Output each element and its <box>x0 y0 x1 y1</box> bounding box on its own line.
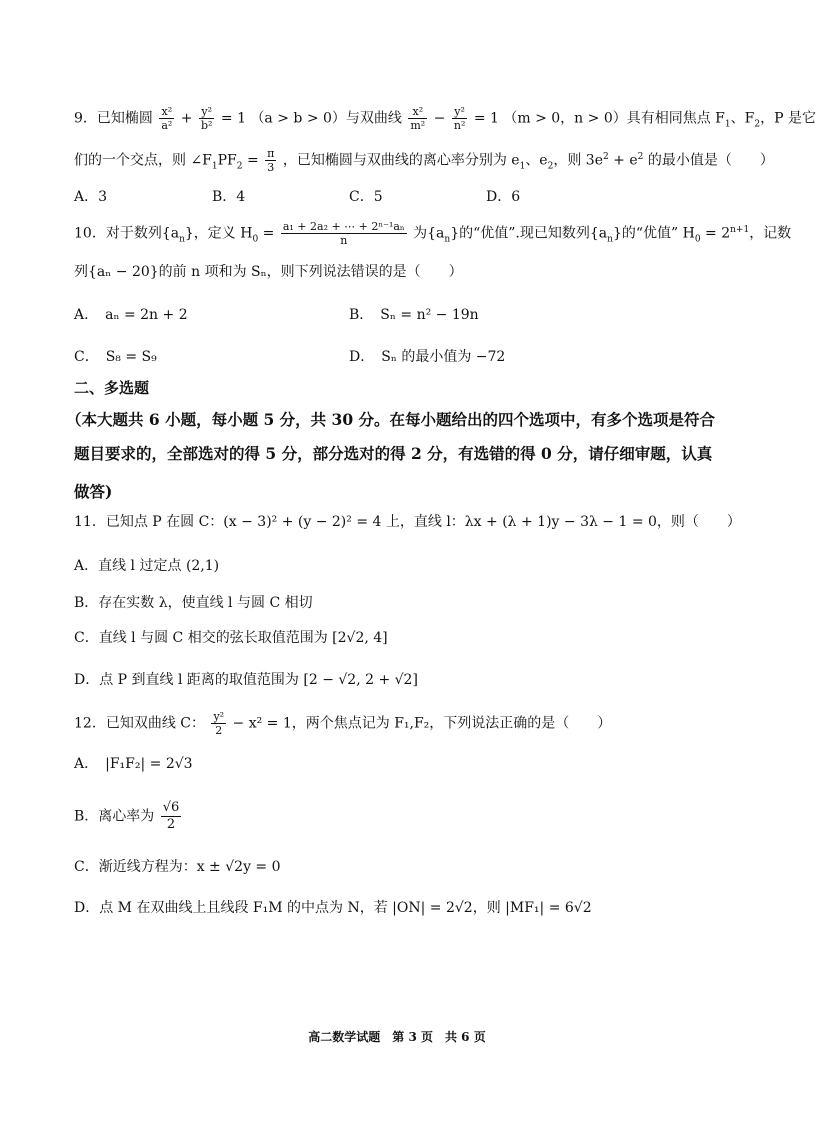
fraction <box>265 147 276 174</box>
q10-text: ，记数 <box>749 225 792 242</box>
q9-text: 9．已知椭圆 <box>74 110 153 127</box>
numerator: x² <box>159 105 174 119</box>
section-instructions-3: 做答) <box>74 482 113 501</box>
q9-text: + e <box>608 152 638 169</box>
q10-line2: 列{aₙ − 20}的前 n 项和为 Sₙ，则下列说法错误的是（ ） <box>74 264 463 280</box>
q12-option-b <box>74 800 183 833</box>
equation-rhs: = 1 <box>220 110 246 127</box>
q9-text: ，已知椭圆与双曲线的离心率分别为 e <box>282 152 520 169</box>
denominator: n <box>340 234 348 248</box>
q9-text: （a > b > 0）与双曲线 <box>250 110 402 127</box>
q11-option-b: B．存在实数 λ，使直线 l 与圆 C 相切 <box>74 595 313 611</box>
subscript: 1 <box>211 161 218 172</box>
q9-text: 、e <box>525 152 548 169</box>
q9-text: ，则 3e <box>553 152 603 169</box>
q10-option-a: A． aₙ = 2n + 2 <box>74 307 188 323</box>
q9-line1 <box>74 105 816 134</box>
numerator: y² <box>213 710 225 723</box>
denominator: 2 <box>166 817 176 832</box>
denominator: a² <box>161 119 173 132</box>
subscript: 0 <box>252 234 259 245</box>
q9-line2 <box>74 147 774 176</box>
superscript: 2 <box>637 152 644 162</box>
equation-rhs: = 1 <box>473 110 499 127</box>
q10-option-b: B． Sₙ = n² − 19n <box>349 307 479 323</box>
operator: + <box>180 110 193 127</box>
q11-option-d: D．点 P 到直线 l 距离的取值范围为 [2 − √2, 2 + √2] <box>74 672 418 688</box>
q9-text: PF <box>217 152 237 169</box>
subscript: 1 <box>724 119 731 130</box>
q9-option-a: A．3 <box>74 189 108 205</box>
q10-option-d: D． Sₙ 的最小值为 −72 <box>349 349 506 365</box>
q9-text: 们的一个交点，则 ∠F <box>74 152 212 169</box>
q12-text: 12．已知双曲线 C： <box>74 715 205 732</box>
q10-text: }，定义 H <box>184 225 253 242</box>
numerator: x² <box>408 105 427 119</box>
section-instructions-2: 题目要求的，全部选对的得 5 分，部分选对的得 2 分，有选错的得 0 分，请仔细审题，认真 <box>74 444 713 463</box>
numerator: y² <box>199 105 214 119</box>
q9-text: 的最小值是（ ） <box>643 152 774 169</box>
numerator: π <box>267 147 275 161</box>
denominator: n² <box>453 119 466 132</box>
subscript: n <box>179 234 185 245</box>
operator: = <box>262 225 275 242</box>
q10-text: }的“优值”.现已知数列{a <box>450 225 608 242</box>
denominator: m² <box>410 119 426 132</box>
numerator: √6 <box>162 800 180 815</box>
subscript: n <box>607 234 613 245</box>
q9-text: ，P 是它 <box>760 110 816 127</box>
q12-stem <box>74 710 611 737</box>
fraction <box>211 710 226 737</box>
q10-text: }的“优值” H <box>612 225 695 242</box>
fraction <box>199 105 214 132</box>
numerator: y² <box>452 105 468 119</box>
q12-text: B．离心率为 <box>74 808 155 825</box>
q11-stem: 11．已知点 P 在圆 C：(x − 3)² + (y − 2)² = 4 上，直线 l：λx + (λ + 1)y − 3λ − 1 = 0，则（ ） <box>74 514 741 530</box>
q9-option-d: D．6 <box>486 189 521 205</box>
q12-option-c: C．渐近线方程为：x ± √2y = 0 <box>74 859 281 875</box>
q10-text: 为{a <box>413 225 445 242</box>
q12-text: − x² = 1，两个焦点记为 F₁,F₂，下列说法正确的是（ ） <box>232 715 612 732</box>
fraction <box>159 105 174 132</box>
fraction <box>452 105 468 132</box>
fraction <box>161 800 182 833</box>
numerator: a₁ + 2a₂ + ⋯ + 2ⁿ⁻¹aₙ <box>282 220 405 234</box>
q9-text: （m > 0，n > 0）具有相同焦点 F <box>503 110 725 127</box>
superscript: n+1 <box>730 225 750 235</box>
q11-option-a: A．直线 l 过定点 (2,1) <box>74 558 220 574</box>
subscript: 2 <box>547 161 554 172</box>
q10-text: 10．对于数列{a <box>74 225 180 242</box>
fraction <box>408 105 427 132</box>
q12-option-d: D．点 M 在双曲线上且线段 F₁M 的中点为 N，若 |ON| = 2√2，则 |MF₁| = 6√2 <box>74 900 592 916</box>
q10-text: = 2 <box>700 225 731 242</box>
operator: − <box>433 110 446 127</box>
subscript: 2 <box>236 161 243 172</box>
q11-option-c: C．直线 l 与圆 C 相交的弦长取值范围为 [2√2, 4] <box>74 630 388 646</box>
operator: = <box>246 152 259 169</box>
subscript: 2 <box>754 119 761 130</box>
section-instructions-1: （本大题共 6 小题，每小题 5 分，共 30 分。在每小题给出的四个选项中，有多个选项是符合 <box>66 410 716 429</box>
denominator: b² <box>200 119 213 132</box>
subscript: n <box>444 234 451 245</box>
q9-option-b: B．4 <box>212 189 246 205</box>
q12-option-a: A． |F₁F₂| = 2√3 <box>74 756 193 772</box>
subscript: 1 <box>519 161 526 172</box>
q10-option-c: C． S₈ = S₉ <box>74 349 157 365</box>
denominator: 2 <box>215 724 223 737</box>
superscript: 2 <box>603 152 609 162</box>
q10-line1 <box>74 220 791 249</box>
subscript: 0 <box>694 234 701 245</box>
page-footer: 高二数学试题 第 3 页 共 6 页 <box>308 1030 486 1044</box>
q9-text: 、F <box>730 110 755 127</box>
section-title: 二、多选题 <box>74 379 150 397</box>
denominator: 3 <box>267 161 275 175</box>
q9-option-c: C．5 <box>349 189 383 205</box>
fraction <box>281 220 407 247</box>
